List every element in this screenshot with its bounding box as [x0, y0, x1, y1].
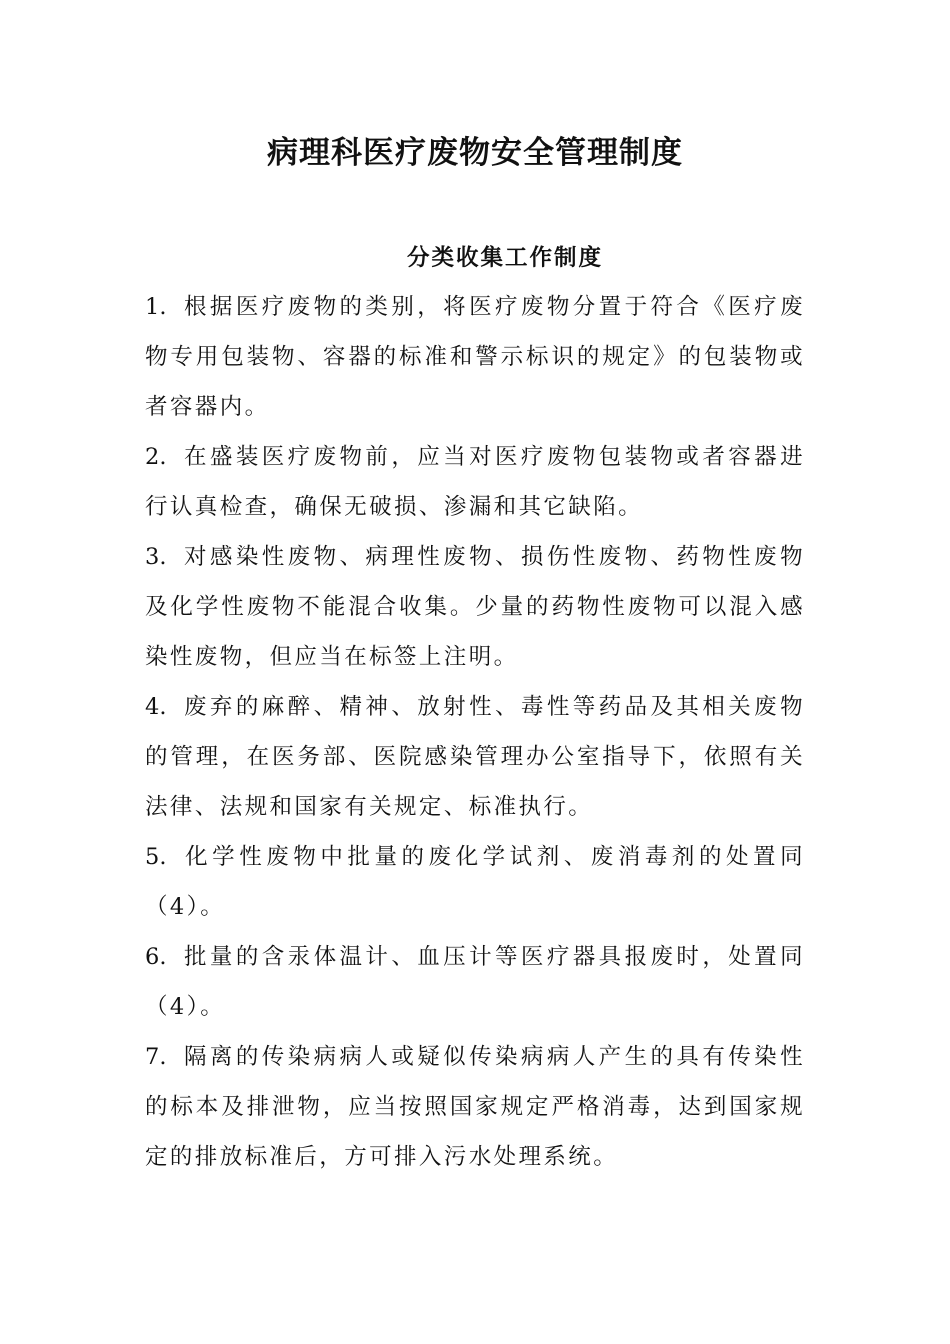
rule-number: 4. [145, 694, 167, 720]
rule-item-6 [145, 932, 805, 1032]
rule-text: 对感染性废物、病理性废物、损伤性废物、药物性废物及化学性废物不能混合收集。少量的药物性废物可以混入感染性废物，但应当在标签上注明。 [145, 544, 805, 670]
section-title: 分类收集工作制度 [406, 245, 603, 271]
rule-text: 批量的含汞体温计、血压计等医疗器具报废时，处置同（4）。 [145, 944, 805, 1020]
rule-number: 6. [145, 944, 167, 970]
rule-item-7 [145, 1032, 805, 1182]
rule-number: 3. [145, 544, 167, 570]
rule-item-1 [145, 282, 805, 432]
rule-number: 1. [145, 294, 167, 320]
rule-item-5 [145, 832, 805, 932]
rule-number: 7. [145, 1044, 167, 1070]
rule-text: 化学性废物中批量的废化学试剂、废消毒剂的处置同（4）。 [145, 844, 805, 920]
rule-item-2 [145, 432, 805, 532]
rule-item-3 [145, 532, 805, 682]
rule-text: 隔离的传染病病人或疑似传染病病人产生的具有传染性的标本及排泄物，应当按照国家规定严格消毒，达到国家规定的排放标准后，方可排入污水处理系统。 [145, 1044, 805, 1170]
rules-list [145, 282, 805, 1182]
rule-number: 5. [145, 844, 167, 870]
rule-text: 根据医疗废物的类别，将医疗废物分置于符合《医疗废物专用包装物、容器的标准和警示标识的规定》的包装物或者容器内。 [145, 294, 805, 420]
rule-text: 在盛装医疗废物前，应当对医疗废物包装物或者容器进行认真检查，确保无破损、渗漏和其它缺陷。 [145, 444, 805, 520]
rule-number: 2. [145, 444, 167, 470]
rule-item-4 [145, 682, 805, 832]
rule-text: 废弃的麻醉、精神、放射性、毒性等药品及其相关废物的管理，在医务部、医院感染管理办公室指导下，依照有关法律、法规和国家有关规定、标准执行。 [145, 694, 805, 820]
document-title: 病理科医疗废物安全管理制度 [267, 135, 683, 171]
